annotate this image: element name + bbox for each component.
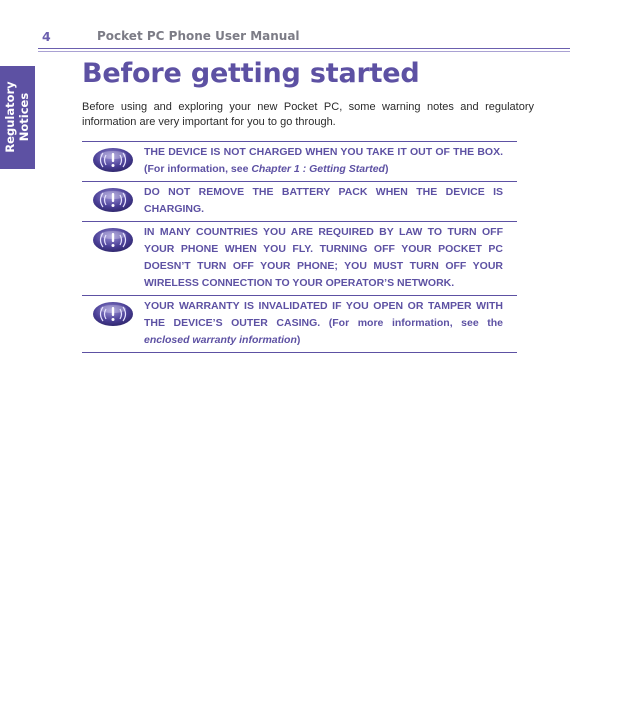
warning-item [82,296,517,353]
intro-paragraph: Before using and exploring your new Pocket PC, some warning notes and regulatory information are very important for you to go through. [82,101,534,128]
side-tab-line-1: Regulatory [3,81,17,153]
header-rule-secondary [38,51,570,52]
warning-icon-cell [82,144,144,178]
warning-icon-cell [82,298,144,349]
warning-text: THE DEVICE IS NOT CHARGED WHEN YOU TAKE IT OUT OF THE BOX. (For information, see Chapter 1 : Getting Started) [144,146,503,175]
warning-exclamation-icon [92,227,134,253]
warning-icon-cell [82,184,144,218]
warning-item [82,222,517,296]
warning-exclamation-icon [92,147,134,173]
manual-title: Pocket PC Phone User Manual [97,29,300,43]
warning-icon-cell [82,224,144,292]
side-tab-line-2: Notices [17,92,31,142]
page-number: 4 [42,29,51,44]
header-rule [38,48,570,49]
warning-item [82,182,517,222]
warning-text: DO NOT REMOVE THE BATTERY PACK WHEN THE DEVICE IS CHARGING. [144,186,503,215]
warning-text: YOUR WARRANTY IS INVALIDATED IF YOU OPEN OR TAMPER WITH THE DEVICE’S OUTER CASING. (For more information, see the enclosed warranty information) [144,300,503,346]
side-tab-label [3,66,31,169]
warning-item [82,142,517,182]
section-side-tab [0,66,35,169]
warning-list [82,141,517,353]
warning-exclamation-icon [92,187,134,213]
warning-text: IN MANY COUNTRIES YOU ARE REQUIRED BY LAW TO TURN OFF YOUR PHONE WHEN YOU FLY. TURNING OFF YOUR POCKET PC DOESN’T TURN OFF YOUR PHONE; YOU MUST TURN OFF YOUR WIRELESS CONNECTION TO YOUR OPERATOR’S NETWORK. [144,226,503,289]
page-title: Before getting started [82,58,420,89]
warning-exclamation-icon [92,301,134,327]
page-header [0,0,621,52]
